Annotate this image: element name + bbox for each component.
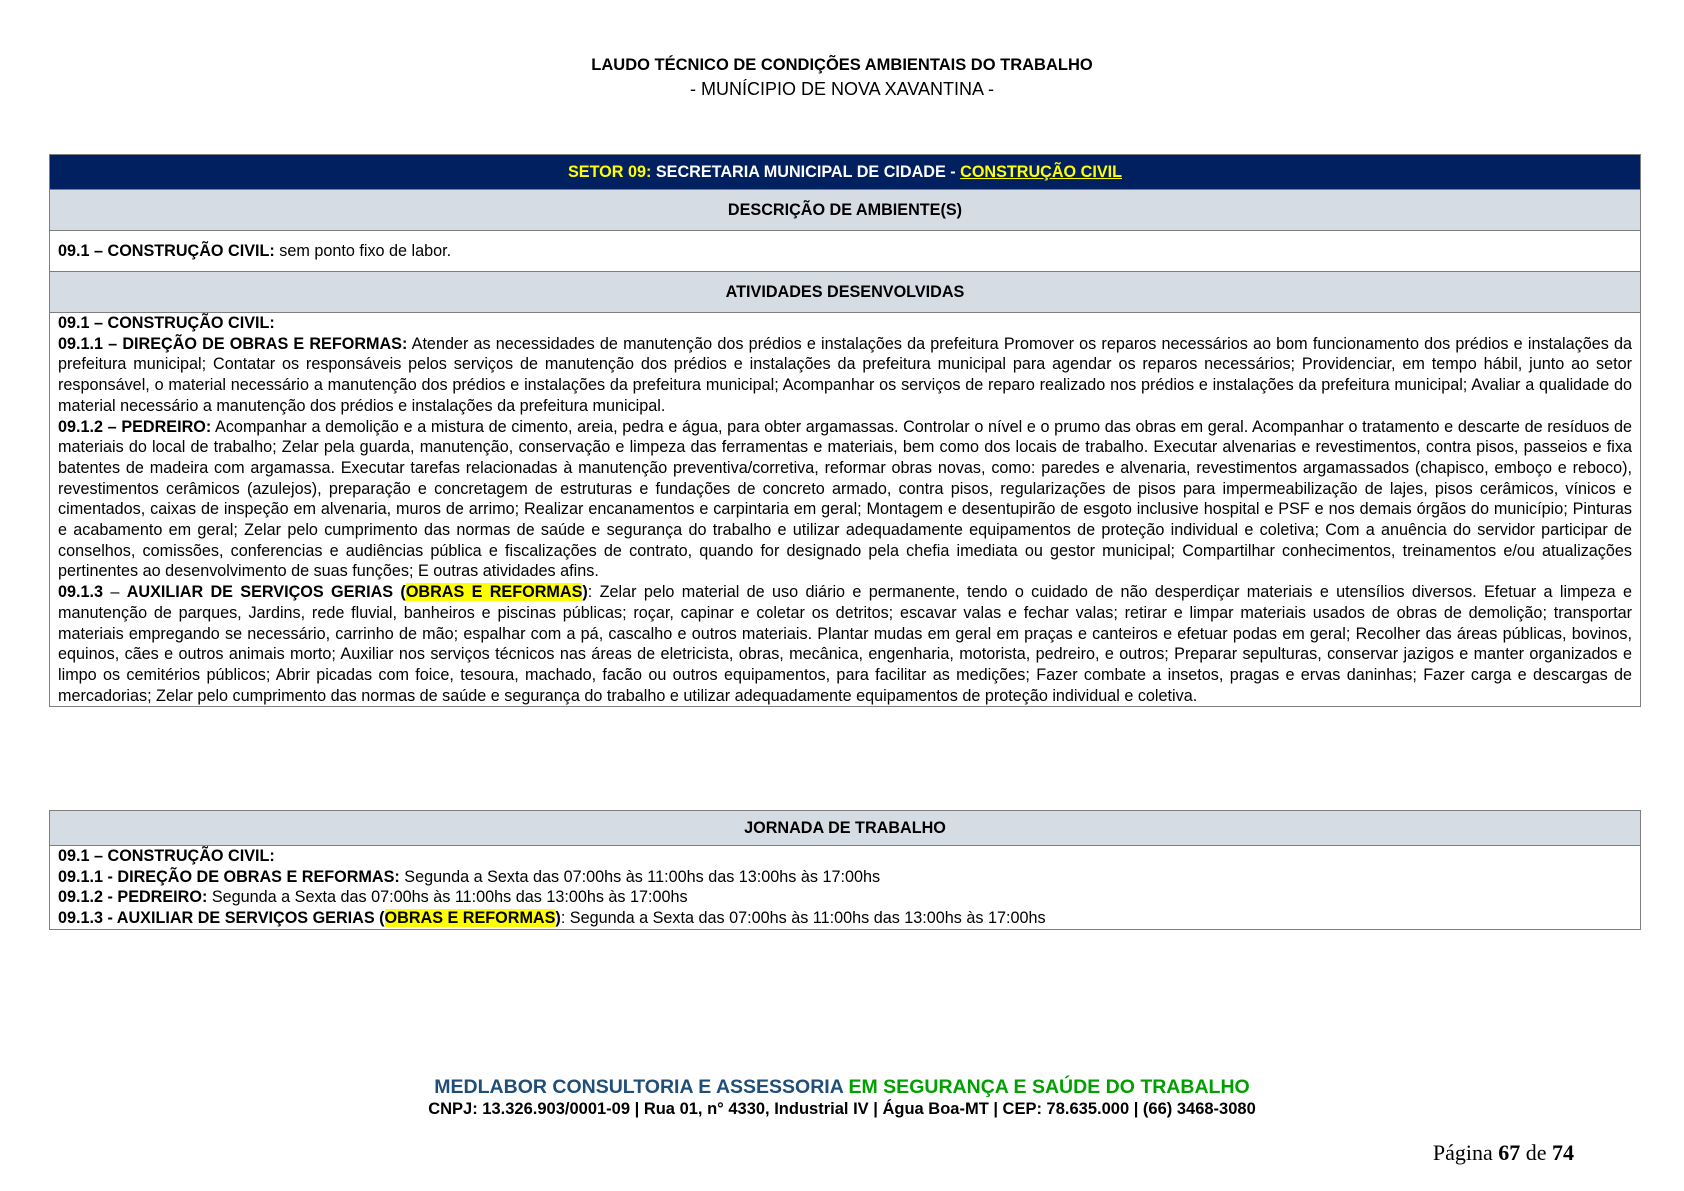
schedule-row2-text: Segunda a Sexta das 07:00hs às 11:00hs das 13:00hs às 17:00hs [207,888,688,907]
footer-company-tagline: EM SEGURANÇA E SAÚDE DO TRABALHO [843,1076,1250,1098]
schedule-cell [50,846,1641,930]
description-cell [50,231,1641,272]
activity-item1-label: 09.1.1 – DIREÇÃO DE OBRAS E REFORMAS: [58,334,408,353]
footer-address: CNPJ: 13.326.903/0001-09 | Rua 01, n° 4330, Industrial IV | Água Boa-MT | CEP: 78.635.000 | (66) 3468-3080 [428,1100,1256,1118]
sector-label: SETOR 09: [567,162,652,181]
activity-item3-label-end: ) [582,583,588,602]
activity-item2-label: 09.1.2 – PEDREIRO: [58,417,212,436]
activity-item3-label: AUXILIAR DE SERVIÇOS GERIAS ( [126,583,406,602]
page-prefix: Página [1432,1140,1499,1165]
schedule-table [49,810,1641,930]
document-subtitle: - MUNÍCIPIO DE NOVA XAVANTINA - [689,79,995,99]
schedule-row3-text: : Segunda a Sexta das 07:00hs às 11:00hs das 13:00hs às 17:00hs [560,909,1046,928]
sector-header [50,155,1641,190]
page-current: 67 [1498,1140,1521,1165]
schedule-row1-label: 09.1.1 - DIREÇÃO DE OBRAS E REFORMAS: [58,867,400,886]
activity-item2-text: Acompanhar a demolição e a mistura de cimento, areia, pedra e água, para obter argamassas. Controlar o nível e o prumo das obras em geral. Acompanhar o tratamento e descarte de resíduos de materiais do local de trabalho; Zelar pela guarda, manutenção, conservação e limpeza das ferramentas e materiais, bem como dos locais de trabalho. Executar alvenarias e revestimentos, contra pisos, passeios e fixa batentes de madeira com argamassa. Executar tarefas relacionadas à manutenção preventiva/corretiva, reformar obras novas, como: paredes e alvenaria, revestimentos argamassados (chapisco, emboço e reboco), revestimentos cerâmicos (azulejos), preparação e concretagem de estruturas e fundações de concreto armado, contra pisos, regularizações de pisos para impermeabilização de lajes, pisos cerâmicos, vínicos e cimentados, caixas de inspeção em alvenaria, muros de arrimo; Realizar encanamentos e carpintaria em geral; Montagem e desentupirão de esgoto inclusive hospital e PSF e nos demais órgãos do município; Pinturas e acabamento em geral; Zelar pelo cumprimento das normas de saúde e segurança do trabalho e utilizar adequadamente equipamentos de proteção individual e coletiva; Com a anuência do servidor participar de conselhos, comissões, conferencias e audiências pública e fiscalizações de contrato, quando for designado pela chefia imediata ou gestor municipal; Compartilhar conhecimentos, treinamentos e/ou atualizações pertinentes ao desenvolvimento de suas funções; E outras atividades afins. [58,417,1633,581]
page-number [1433,1140,1574,1166]
page-middle: de [1520,1140,1552,1165]
activity-item3-text: : Zelar pelo material de uso diário e permanente, tendo o cuidado de não desperdiçar materiais e utensílios diversos. Efetuar a limpeza e manutenção de parques, Jardins, rede fluvial, banheiros e piscinas públicas; roçar, capinar e coletar os detritos; escavar valas e fechar valas; retirar e limpar materiais usados de obras de demolição; transportar materiais empregando se necessário, carrinho de mão; espalhar com a pá, cascalho e outros materiais. Plantar mudas em geral em praças e canteiros e efetuar podas em geral; Recolher das áreas públicas, bovinos, equinos, cães e outros animais morto; Auxiliar nos serviços técnicos nas áreas de eletricista, obras, mecânica, engenharia, motorista, pedreiro, e outros; Preparar sepulturas, conservar jazigos e manter organizados e limpo os cemitérios públicos; Abrir picadas com foice, tesoura, machado, facão ou outros equipamentos, para facilitar as medições; Fazer combate a insetos, pragas e ervas daninhas; Fazer carga e descargas de mercadorias; Zelar pelo cumprimento das normas de saúde e segurança do trabalho e utilizar adequadamente equipamentos de proteção individual e coletiva. [58,583,1632,705]
activity-item1-text: Atender as necessidades de manutenção dos prédios e instalações da prefeitura Promover os reparos necessários ao bom funcionamento dos prédios e instalações da prefeitura municipal; Contatar os responsáveis pelos serviços de manutenção dos prédios e instalações da prefeitura municipal para agendar os reparos necessários; Providenciar, em tempo hábil, junto ao setor responsável, o material necessário a manutenção dos prédios e instalações da prefeitura municipal; Acompanhar os serviços de reparo realizado nos prédios e instalações da prefeitura municipal; Avaliar a qualidade do material necessário a manutenção dos prédios e instalações da prefeitura municipal. [58,334,1632,415]
schedule-row3-highlight: OBRAS E REFORMAS [384,909,556,928]
activities-heading: ATIVIDADES DESENVOLVIDAS [50,272,1641,313]
footer-company-name: MEDLABOR CONSULTORIA E ASSESSORIA [434,1076,844,1098]
description-item-label: 09.1 – CONSTRUÇÃO CIVIL: [58,241,275,260]
sector-subname: CONSTRUÇÃO CIVIL [960,162,1123,181]
schedule-heading: JORNADA DE TRABALHO [50,811,1641,846]
activity-item3-dash: – [103,583,127,602]
activities-cell [50,313,1641,707]
schedule-row2-label: 09.1.2 - PEDREIRO: [58,888,208,907]
activity-item3-code: 09.1.3 [58,583,104,602]
description-item-text: sem ponto fixo de labor. [274,241,452,260]
activities-group-label: 09.1 – CONSTRUÇÃO CIVIL: [58,314,275,332]
schedule-row1-text: Segunda a Sexta das 07:00hs às 11:00hs das 13:00hs às 17:00hs [399,867,881,886]
footer-company [0,1076,1684,1099]
document-title: LAUDO TÉCNICO DE CONDIÇÕES AMBIENTAIS DO TRABALHO [591,56,1093,74]
description-heading: DESCRIÇÃO DE AMBIENTE(S) [50,190,1641,231]
schedule-row3-label-end: ) [555,909,561,928]
schedule-group-label: 09.1 – CONSTRUÇÃO CIVIL: [58,847,275,865]
sector-table [49,154,1641,707]
activity-item3-highlight: OBRAS E REFORMAS [405,583,583,602]
page-total: 74 [1552,1140,1574,1165]
sector-name: SECRETARIA MUNICIPAL DE CIDADE - [655,162,956,181]
schedule-row3-label: 09.1.3 - AUXILIAR DE SERVIÇOS GERIAS ( [58,909,385,928]
